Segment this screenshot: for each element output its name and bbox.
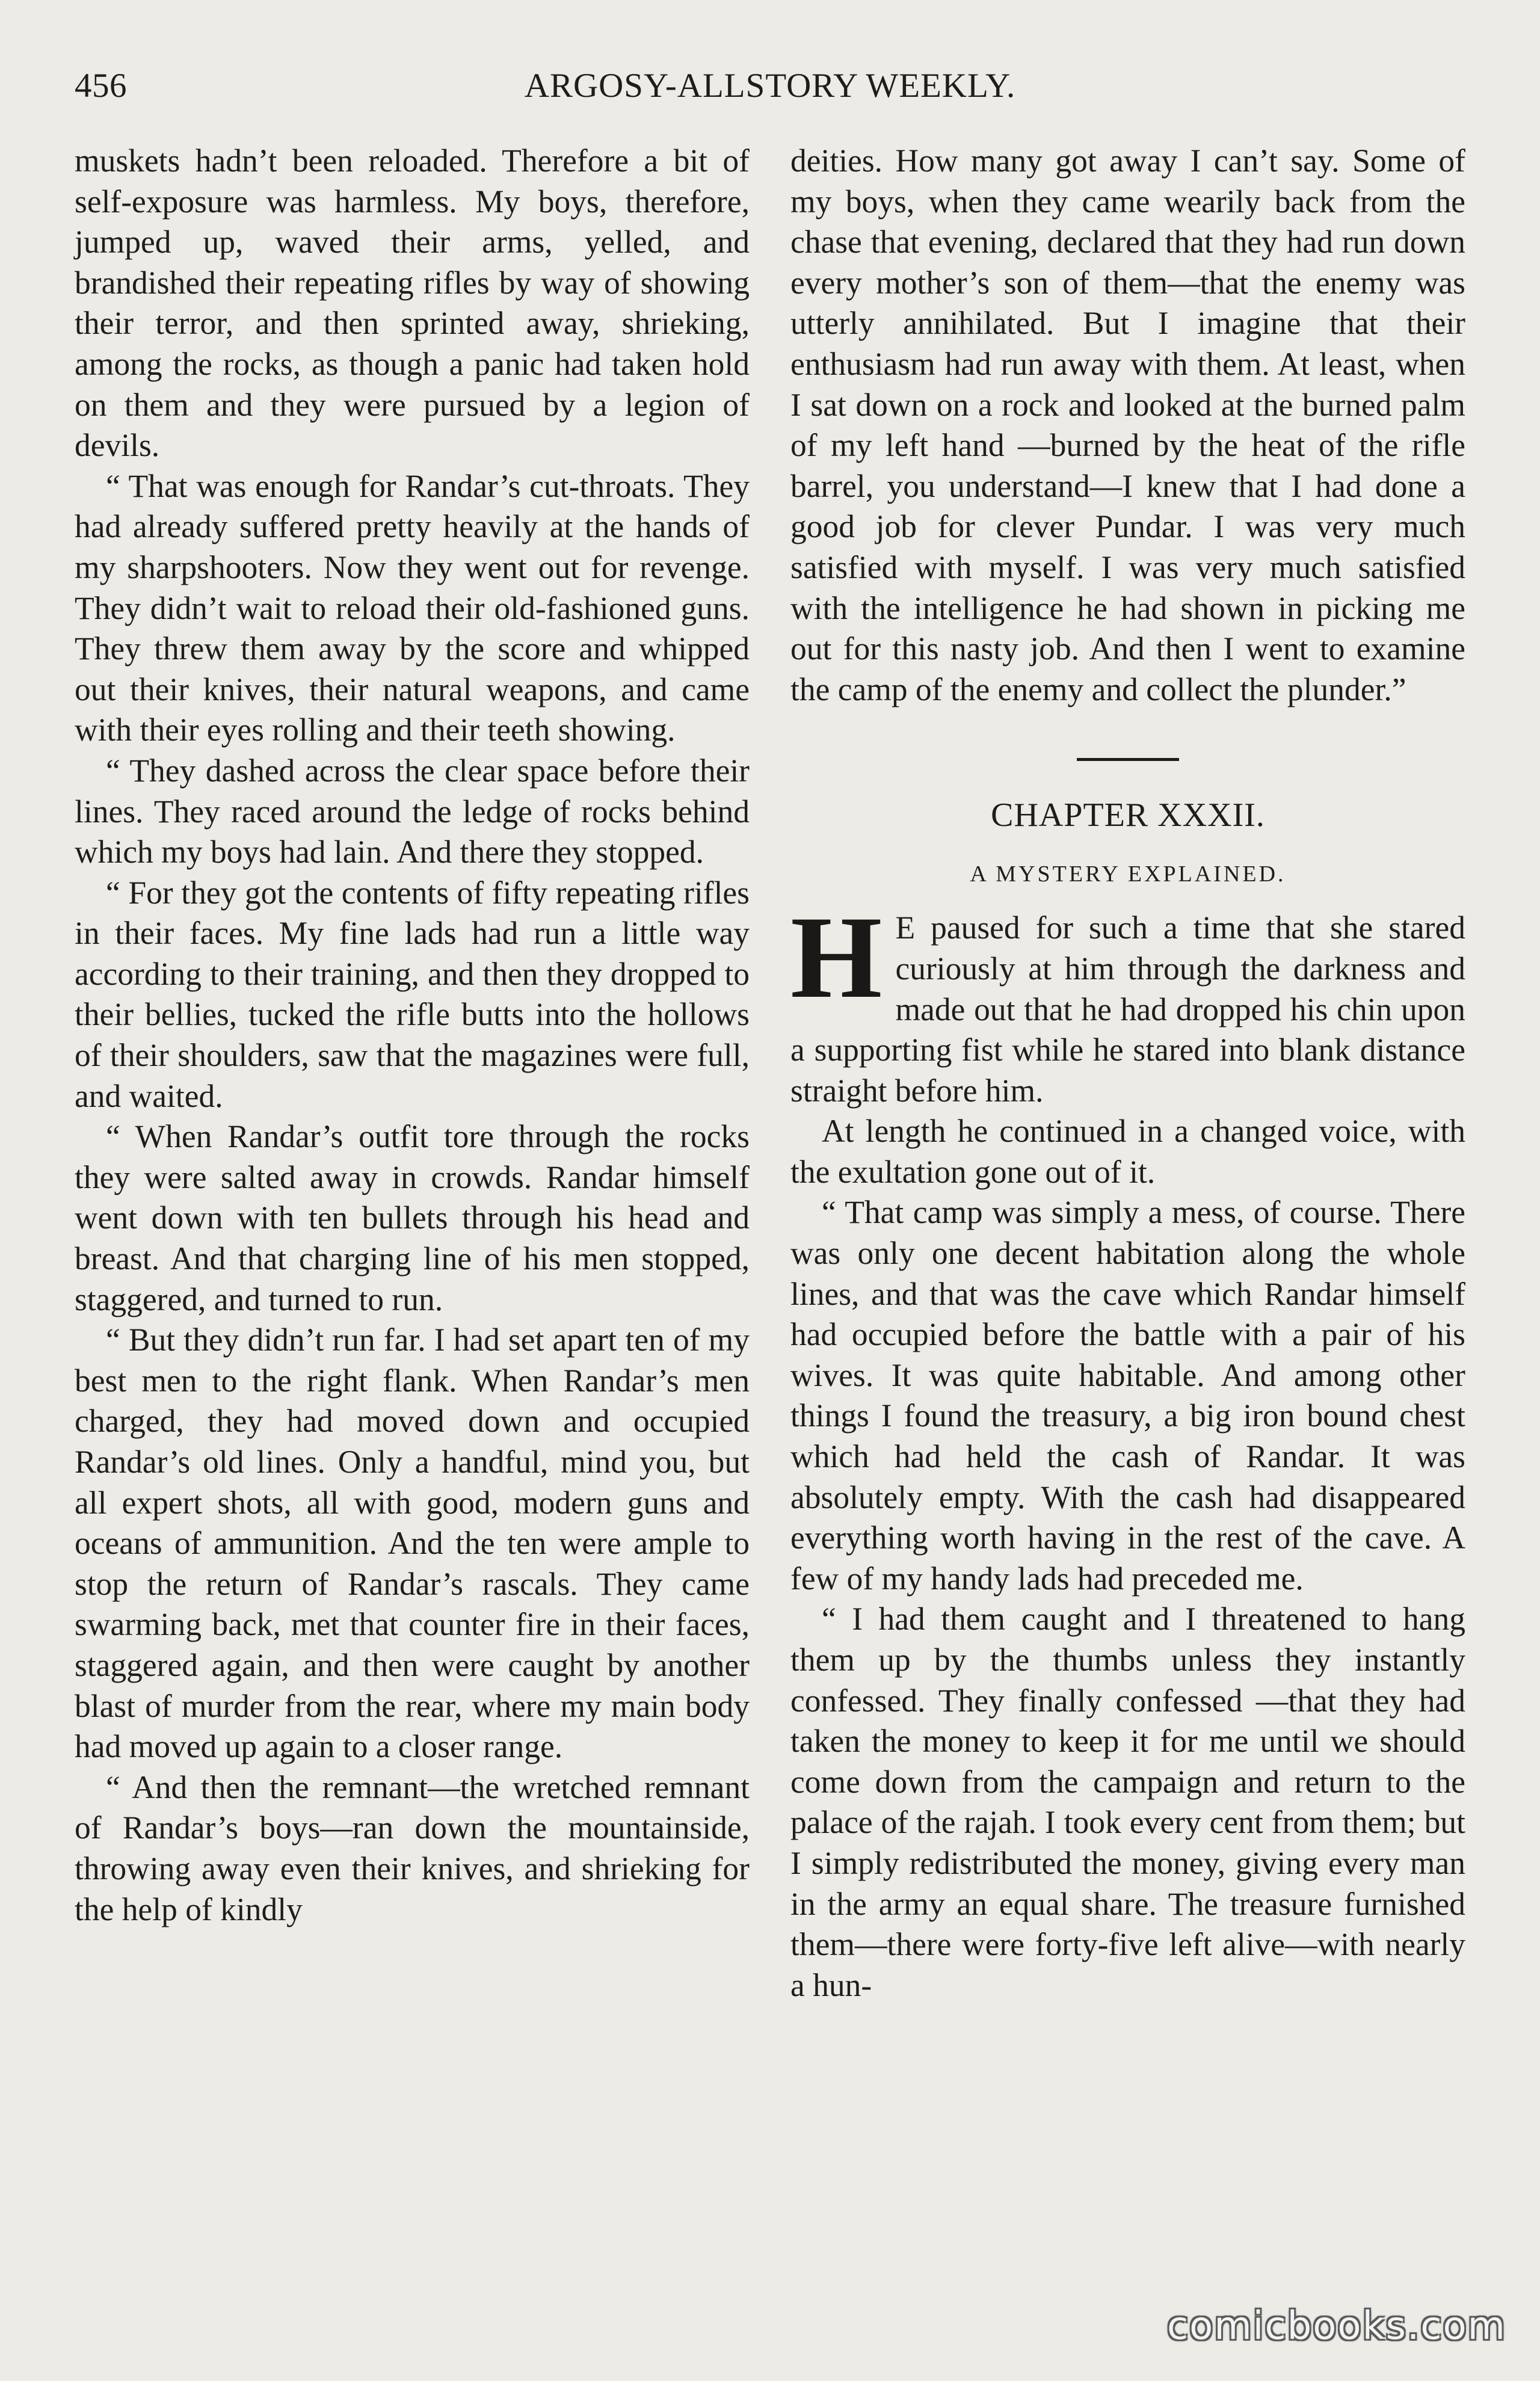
running-header (75, 66, 1465, 114)
paragraph: “ They dashed across the clear space before their lines. They raced around the ledge of rocks behind which my boys had lain. And there they stopped. (75, 752, 750, 870)
paragraph: muskets hadn’t been reloaded. Therefore a bit of self-exposure was harmless. My boys, therefore, jumped up, waved their arms, yelled, and brandished their repeating rifles by way of showing their terror, and then sprinted away, shrieking, among the rocks, as though a panic had taken hold on them and they were pursued by a legion of devils. (75, 143, 750, 464)
right-column (790, 141, 1465, 2006)
paragraph: “ For they got the contents of fifty repeating rifles in their faces. My fine lads had run a little way according to their training, and then they dropped to their bellies, tucked the rifle butts into the hollows of their shoulders, saw that the magazines were full, and waited. (75, 874, 750, 1114)
paragraph: “ When Randar’s outfit tore through the rocks they were salted away in crowds. Randar himself went down with ten bullets through his head and breast. And that charging line of his men stopped, staggered, and turned to run. (75, 1118, 750, 1317)
drop-cap: H (790, 892, 882, 1023)
paragraph: At length he continued in a changed voice, with the exultation gone out of it. (790, 1113, 1465, 1190)
paragraph: deities. How many got away I can’t say. Some of my boys, when they came wearily back from the chase that evening, declared that they had run down every mother’s son of them—that the enemy was utterly annihilated. But I imagine that their enthusiasm had run away with them. At least, when I sat down on a rock and looked at the burned palm of my left hand —burned by the heat of the rifle barrel, you understand—I knew that I had done a good job for clever Pundar. I was very much satisfied with myself. I was very much satisfied with the intelligence he had shown in picking me out for this nasty job. And then I went to examine the camp of the enemy and collect the plunder.” (790, 143, 1465, 707)
paragraph: “ And then the remnant—the wretched remnant of Randar’s boys—ran down the mountainside, throwing away even their knives, and shrieking for the help of kindly (75, 1769, 750, 1927)
paragraph: “ I had them caught and I threatened to hang them up by the thumbs unless they instantly confessed. They finally confessed —that they had taken the money to keep it for me until we should come down from the campaign and return to the palace of the rajah. I took every cent from them; but I simply redistributed the money, giving every man in the army an equal share. The treasure furnished them—there were forty-five left alive—with nearly a hun- (790, 1601, 1465, 2003)
magazine-title: ARGOSY-ALLSTORY WEEKLY. (524, 67, 1016, 105)
chapter-heading: CHAPTER XXXII. (991, 796, 1265, 834)
left-column (75, 141, 750, 2006)
site-watermark: comicbooks.com (1166, 2304, 1506, 2349)
paragraph: “ That was enough for Randar’s cut-throats. They had already suffered pretty heavily at the hands of my sharpshooters. Now they went out for revenge. They didn’t wait to reload their old-fashioned guns. They threw them away by the score and whipped out their knives, their natural weapons, and came with their eyes rolling and their teeth showing. (75, 467, 750, 748)
paragraph: “ That camp was simply a mess, of course. There was only one decent habitation along the whole lines, and that was the cave which Randar himself had occupied before the battle with a pair of his wives. It was quite habitable. And among other things I found the treasury, a big iron bound chest which had held the cash of Randar. It was absolutely empty. With the cash had disappeared everything worth having in the rest of the cave. A few of my handy lads had preceded me. (790, 1194, 1465, 1597)
paragraph: “ But they didn’t run far. I had set apart ten of my best men to the right flank. When Randar’s men charged, they had moved down and occupied Randar’s old lines. Only a handful, mind you, but all expert shots, all with good, modern guns and oceans of ammunition. And the ten were ample to stop the return of Randar’s rascals. They came swarming back, met that counter fire in their faces, staggered again, and then were caught by another blast of murder from the rear, where my main body had moved up again to a closer range. (75, 1322, 750, 1765)
text-columns (75, 141, 1465, 2006)
section-divider (1077, 758, 1179, 761)
opening-text: E paused for such a time that she stared curiously at him through the darkness and made out that he had dropped his chin upon a supporting fist while he stared into blank distance straight before him. (790, 910, 1465, 1109)
page-number: 456 (75, 67, 127, 105)
chapter-subtitle: A MYSTERY EXPLAINED. (970, 861, 1286, 887)
chapter-opening-paragraph (790, 892, 1465, 1111)
